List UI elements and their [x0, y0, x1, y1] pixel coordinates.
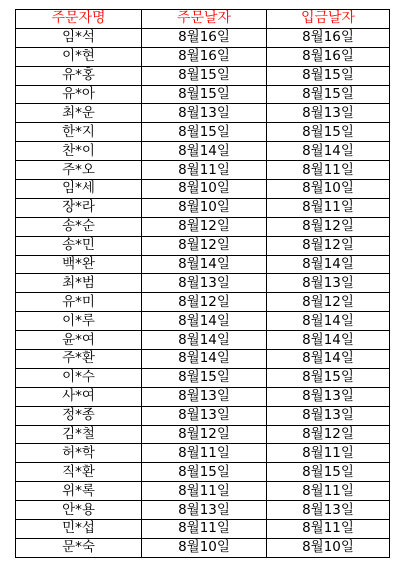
cell-orderer-name: 이*수 [16, 368, 142, 387]
cell-deposit-date: 8월16일 [267, 28, 390, 47]
table-row [16, 406, 390, 425]
cell-order-date: 8월14일 [142, 350, 267, 369]
cell-order-date: 8월10일 [142, 180, 267, 199]
cell-order-date: 8월13일 [142, 387, 267, 406]
table-row [16, 255, 390, 274]
cell-deposit-date: 8월12일 [267, 217, 390, 236]
cell-order-date: 8월12일 [142, 293, 267, 312]
cell-order-date: 8월13일 [142, 274, 267, 293]
table-row [16, 274, 390, 293]
cell-order-date: 8월15일 [142, 66, 267, 85]
cell-deposit-date: 8월10일 [267, 538, 390, 557]
cell-order-date: 8월13일 [142, 104, 267, 123]
cell-orderer-name: 윤*여 [16, 331, 142, 350]
cell-order-date: 8월14일 [142, 255, 267, 274]
cell-orderer-name: 직*환 [16, 463, 142, 482]
table-row [16, 104, 390, 123]
table-row [16, 85, 390, 104]
cell-deposit-date: 8월14일 [267, 350, 390, 369]
cell-order-date: 8월12일 [142, 236, 267, 255]
cell-orderer-name: 주*환 [16, 350, 142, 369]
column-header-deposit-date: 입금날자 [267, 10, 390, 29]
cell-deposit-date: 8월15일 [267, 85, 390, 104]
cell-order-date: 8월13일 [142, 501, 267, 520]
cell-order-date: 8월11일 [142, 520, 267, 539]
cell-orderer-name: 송*순 [16, 217, 142, 236]
cell-deposit-date: 8월14일 [267, 331, 390, 350]
cell-orderer-name: 위*록 [16, 482, 142, 501]
cell-deposit-date: 8월11일 [267, 482, 390, 501]
table-row [16, 47, 390, 66]
cell-order-date: 8월10일 [142, 538, 267, 557]
cell-order-date: 8월11일 [142, 444, 267, 463]
cell-deposit-date: 8월12일 [267, 236, 390, 255]
cell-deposit-date: 8월13일 [267, 501, 390, 520]
table-row [16, 425, 390, 444]
table-row [16, 217, 390, 236]
cell-deposit-date: 8월11일 [267, 520, 390, 539]
cell-deposit-date: 8월15일 [267, 368, 390, 387]
cell-orderer-name: 문*숙 [16, 538, 142, 557]
cell-orderer-name: 정*종 [16, 406, 142, 425]
table-row [16, 293, 390, 312]
cell-order-date: 8월11일 [142, 161, 267, 180]
cell-orderer-name: 최*범 [16, 274, 142, 293]
table-row [16, 368, 390, 387]
cell-orderer-name: 임*석 [16, 28, 142, 47]
cell-order-date: 8월16일 [142, 47, 267, 66]
cell-order-date: 8월12일 [142, 425, 267, 444]
cell-deposit-date: 8월15일 [267, 66, 390, 85]
cell-deposit-date: 8월13일 [267, 387, 390, 406]
cell-deposit-date: 8월13일 [267, 406, 390, 425]
table-row [16, 331, 390, 350]
cell-orderer-name: 안*용 [16, 501, 142, 520]
table-row [16, 350, 390, 369]
cell-orderer-name: 유*홍 [16, 66, 142, 85]
table-row [16, 444, 390, 463]
cell-order-date: 8월15일 [142, 463, 267, 482]
table-body [16, 28, 390, 557]
cell-orderer-name: 최*운 [16, 104, 142, 123]
cell-order-date: 8월12일 [142, 217, 267, 236]
cell-orderer-name: 장*라 [16, 198, 142, 217]
cell-order-date: 8월14일 [142, 142, 267, 161]
cell-orderer-name: 송*민 [16, 236, 142, 255]
table-row [16, 161, 390, 180]
table-row [16, 463, 390, 482]
table-header-row [16, 10, 390, 29]
order-sheet [15, 9, 389, 558]
table-row [16, 387, 390, 406]
table-row [16, 312, 390, 331]
table-row [16, 501, 390, 520]
table-row [16, 123, 390, 142]
cell-deposit-date: 8월10일 [267, 180, 390, 199]
cell-deposit-date: 8월15일 [267, 463, 390, 482]
table-row [16, 180, 390, 199]
cell-order-date: 8월15일 [142, 85, 267, 104]
table-row [16, 482, 390, 501]
cell-deposit-date: 8월13일 [267, 104, 390, 123]
cell-order-date: 8월15일 [142, 123, 267, 142]
cell-orderer-name: 사*여 [16, 387, 142, 406]
cell-deposit-date: 8월14일 [267, 255, 390, 274]
cell-orderer-name: 유*아 [16, 85, 142, 104]
table-row [16, 198, 390, 217]
cell-orderer-name: 유*미 [16, 293, 142, 312]
cell-deposit-date: 8월11일 [267, 198, 390, 217]
cell-order-date: 8월11일 [142, 482, 267, 501]
cell-orderer-name: 한*지 [16, 123, 142, 142]
table-row [16, 538, 390, 557]
cell-orderer-name: 이*루 [16, 312, 142, 331]
cell-order-date: 8월14일 [142, 312, 267, 331]
table-row [16, 236, 390, 255]
table-row [16, 28, 390, 47]
cell-order-date: 8월16일 [142, 28, 267, 47]
table-row [16, 142, 390, 161]
column-header-orderer-name: 주문자명 [16, 10, 142, 29]
table-row [16, 66, 390, 85]
cell-deposit-date: 8월14일 [267, 142, 390, 161]
cell-deposit-date: 8월15일 [267, 123, 390, 142]
cell-orderer-name: 이*현 [16, 47, 142, 66]
order-table [15, 9, 390, 558]
cell-deposit-date: 8월11일 [267, 444, 390, 463]
cell-order-date: 8월10일 [142, 198, 267, 217]
cell-orderer-name: 백*완 [16, 255, 142, 274]
cell-deposit-date: 8월14일 [267, 312, 390, 331]
cell-orderer-name: 김*철 [16, 425, 142, 444]
cell-order-date: 8월15일 [142, 368, 267, 387]
cell-order-date: 8월13일 [142, 406, 267, 425]
cell-deposit-date: 8월13일 [267, 274, 390, 293]
cell-orderer-name: 허*학 [16, 444, 142, 463]
cell-deposit-date: 8월16일 [267, 47, 390, 66]
column-header-order-date: 주문날자 [142, 10, 267, 29]
cell-orderer-name: 주*오 [16, 161, 142, 180]
cell-orderer-name: 민*섭 [16, 520, 142, 539]
cell-orderer-name: 찬*이 [16, 142, 142, 161]
cell-deposit-date: 8월12일 [267, 293, 390, 312]
cell-deposit-date: 8월11일 [267, 161, 390, 180]
cell-orderer-name: 임*세 [16, 180, 142, 199]
cell-deposit-date: 8월12일 [267, 425, 390, 444]
table-row [16, 520, 390, 539]
cell-order-date: 8월14일 [142, 331, 267, 350]
